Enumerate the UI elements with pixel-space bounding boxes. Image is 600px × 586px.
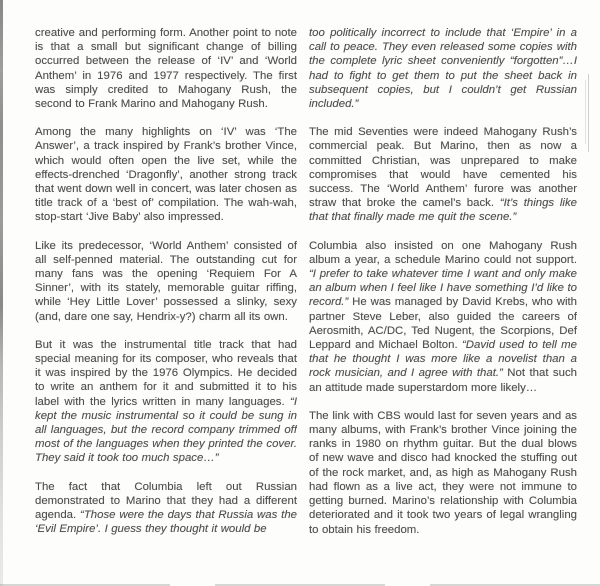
text-segment: creative and performing form. Another point to note is that a small but significant change of billing occurred between the release of ‘IV’ and ‘World Anthem’ in 1976 and 1977 respectively. The first was simply credited to Mahogany Rush, the second to Frank Marino and Mahogany Rush. (35, 27, 297, 111)
text-segment: “David used to tell me that he thought I was more like a novelist than a rock musician, and I agree with that.” (309, 339, 577, 380)
paragraph (35, 125, 297, 224)
text-column-right (309, 26, 577, 586)
text-segment: Not that such an attitude made superstardom more likely… (309, 367, 577, 394)
paragraph (309, 239, 577, 395)
text-segment: But it was the instrumental title track that had special meaning for its composer, who reveals that it was inspired by the 1976 Olympics. He decided to write an anthem for it and submitted it to his label with the lyrics written in many languages. (35, 338, 297, 408)
text-segment: The link with CBS would last for seven years and as many albums, with Frank’s brother Vince joining the ranks in 1980 on rhythm guitar. But the dual blows of new wave and disco had knocked the stuffing out of the rock market, and, as high as Mahogany Rush had flown as a live act, they were not immune to getting burned. Marino’s relationship with Columbia deteriorated and it took two years of legal wrangling to obtain his freedom. (309, 409, 577, 536)
two-column-text-layout (35, 26, 578, 586)
text-segment: Columbia also insisted on one Mahogany Rush album a year, a schedule Marino could not support. (309, 239, 577, 266)
text-segment: “I kept the music instrumental so it could be sung in all languages, but the record company trimmed off most of the languages when they printed the cover. They said it took too much space…” (35, 395, 297, 465)
text-segment: The fact that Columbia left out Russian demonstrated to Marino that they had a different agenda. (35, 480, 297, 522)
text-segment: “It’s things like that that finally made me quit the scene.” (309, 197, 577, 224)
paragraph (35, 239, 297, 324)
scan-artifact-right-line-faint (585, 80, 586, 144)
text-segment: Like its predecessor, ‘World Anthem’ consisted of all self-penned material. The outstanding cut for many fans was the opening ‘Requiem For A Sinner’, with its stately, memorable guitar riffing, while ‘Hey Little Lover’ possessed a slinky, sexy (and, dare one say, Hendrix-y?) charm all its own. (35, 239, 297, 323)
paragraph (309, 125, 577, 224)
text-segment: The mid Seventies were indeed Mahogany Rush’s commercial peak. But Marino, then as now a committed Christian, was unprepared to make compromises that would have cemented his success. The ‘World Anthem’ furore was another straw that broke the camel’s back. (309, 126, 577, 210)
text-column-left (35, 26, 297, 586)
text-segment: too politically incorrect to include that ‘Empire’ in a call to peace. They even released some copies with the complete lyric sheet conveniently “forgotten”…I had to fight to get them to put the sheet back in subsequent copies, but I couldn’t get Russian included.” (309, 27, 577, 111)
paragraph (35, 338, 297, 466)
text-segment: “Those were the days that Russia was the ‘Evil Empire’. I guess they thought it would be (35, 509, 297, 536)
scan-edge-left-shadow (0, 0, 3, 586)
paragraph (309, 26, 577, 111)
paragraph (35, 26, 297, 111)
text-segment: He was managed by David Krebs, who with partner Steve Leber, also guided the careers of Aerosmith, AC/DC, Ted Nugent, the Scorpions, Def Leppard and Michael Bolton. (309, 296, 577, 352)
text-segment: “I prefer to take whatever time I want and only make an album when I feel like I have something I’d like to record.” (309, 268, 577, 309)
text-segment: Among the many highlights on ‘IV’ was ‘The Answer’, a track inspired by Frank’s brother Vince, which would often open the live set, while the effects-drenched ‘Dragonfly’, another strong track that went down well in concert, was later chosen as title track of a ‘best of’ compilation. The wah-wah, stop-start ‘Jive Baby’ also impressed. (35, 126, 297, 224)
scan-artifact-right-line (588, 74, 589, 152)
paragraph (309, 409, 577, 537)
paragraph (35, 480, 297, 537)
